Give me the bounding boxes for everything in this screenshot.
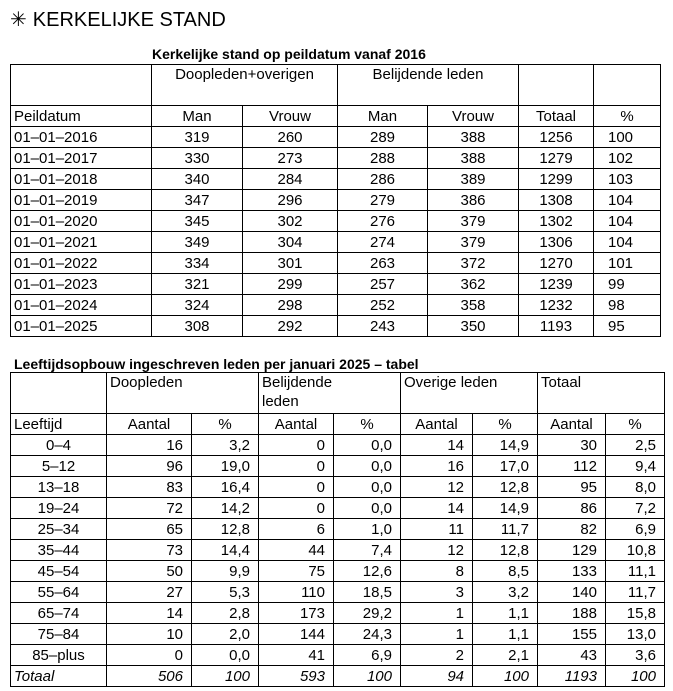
- table1-cell: 379: [428, 232, 519, 253]
- table1-cell: 358: [428, 295, 519, 316]
- table1-cell: 104: [594, 232, 661, 253]
- table2-column-header-row: [11, 414, 665, 435]
- table2-cell: 14,9: [473, 435, 538, 456]
- table1-empty-cell: [594, 65, 661, 106]
- table2-cell: 82: [538, 519, 606, 540]
- table2-cell: 0,0: [334, 456, 401, 477]
- table2-cell: 1193: [538, 666, 606, 687]
- table2-row: [11, 624, 665, 645]
- table1-cell: 288: [338, 148, 428, 169]
- table1-cell: 1239: [519, 274, 594, 295]
- table1-cell: 98: [594, 295, 661, 316]
- table1-row: [11, 253, 661, 274]
- table2-cell: 7,4: [334, 540, 401, 561]
- table2-row: [11, 603, 665, 624]
- table2-cell: 9,4: [606, 456, 665, 477]
- table1-cell: 308: [152, 316, 243, 337]
- table2-cell: 1: [401, 603, 473, 624]
- table2-row: [11, 645, 665, 666]
- table1-cell: 99: [594, 274, 661, 295]
- table2-row: [11, 498, 665, 519]
- page-title-text: KERKELIJKE STAND: [32, 9, 226, 31]
- table2-group-header: Doopleden: [107, 373, 259, 414]
- table2-cell: 95: [538, 477, 606, 498]
- table2-cell: 8,5: [473, 561, 538, 582]
- table2-cell: 1,1: [473, 603, 538, 624]
- table1-cell: 273: [243, 148, 338, 169]
- table2-cell: 188: [538, 603, 606, 624]
- table2-cell: 5–12: [11, 456, 107, 477]
- table2-empty-cell: [11, 373, 107, 414]
- table2-row: [11, 435, 665, 456]
- table2-cell: 2,1: [473, 645, 538, 666]
- table1-row: [11, 169, 661, 190]
- table2-cell: 72: [107, 498, 192, 519]
- table2-cell: 0: [259, 498, 334, 519]
- table2-cell: 6: [259, 519, 334, 540]
- membership-table: [10, 64, 661, 337]
- table2-cell: 30: [538, 435, 606, 456]
- table1-cell: 1193: [519, 316, 594, 337]
- table2-cell: 100: [606, 666, 665, 687]
- table2-cell: 2,5: [606, 435, 665, 456]
- table2-column-header: %: [473, 414, 538, 435]
- table1-cell: 101: [594, 253, 661, 274]
- table2-cell: 12,6: [334, 561, 401, 582]
- table2-cell: 19–24: [11, 498, 107, 519]
- table1-column-header: Totaal: [519, 106, 594, 127]
- table2-cell: 16: [107, 435, 192, 456]
- asterisk-icon: ✳: [10, 9, 27, 31]
- table1-cell: 1302: [519, 211, 594, 232]
- table2-cell: 2,8: [192, 603, 259, 624]
- table1-cell: 301: [243, 253, 338, 274]
- table1-cell: 100: [594, 127, 661, 148]
- table2-cell: 3,2: [473, 582, 538, 603]
- table2-cell: 173: [259, 603, 334, 624]
- table1-cell: 104: [594, 190, 661, 211]
- table1-cell: 1256: [519, 127, 594, 148]
- table1-cell: 286: [338, 169, 428, 190]
- table2-column-header: Aantal: [401, 414, 473, 435]
- table2-row: [11, 519, 665, 540]
- table2-cell: 65: [107, 519, 192, 540]
- table1-cell: 260: [243, 127, 338, 148]
- table2-cell: 16,4: [192, 477, 259, 498]
- table2-cell: 0: [107, 645, 192, 666]
- table1-cell: 257: [338, 274, 428, 295]
- table2-cell: 18,5: [334, 582, 401, 603]
- table1-column-header: Vrouw: [243, 106, 338, 127]
- table1-cell: 274: [338, 232, 428, 253]
- table2-cell: 45–54: [11, 561, 107, 582]
- table1-column-header: Peildatum: [11, 106, 152, 127]
- table1-cell: 243: [338, 316, 428, 337]
- table2-cell: 75: [259, 561, 334, 582]
- table1-row: [11, 127, 661, 148]
- table1-cell: 334: [152, 253, 243, 274]
- table1-row: [11, 232, 661, 253]
- table2-cell: 0: [259, 435, 334, 456]
- table2-cell: 1,1: [473, 624, 538, 645]
- table1-cell: 388: [428, 127, 519, 148]
- table1-cell: 292: [243, 316, 338, 337]
- table2-cell: 10: [107, 624, 192, 645]
- table2-group-header-line: leden: [262, 393, 299, 410]
- table1-cell: 319: [152, 127, 243, 148]
- table2-cell: 16: [401, 456, 473, 477]
- table2-cell: 11: [401, 519, 473, 540]
- table2-cell: 0,0: [334, 435, 401, 456]
- table2-cell: 17,0: [473, 456, 538, 477]
- table1-cell: 388: [428, 148, 519, 169]
- table2-cell: 2: [401, 645, 473, 666]
- table1-cell: 340: [152, 169, 243, 190]
- table2-cell: 94: [401, 666, 473, 687]
- table2-cell: 14,9: [473, 498, 538, 519]
- table1-cell: 1306: [519, 232, 594, 253]
- table2-cell: 55–64: [11, 582, 107, 603]
- table1-cell: 1279: [519, 148, 594, 169]
- table2-cell: 41: [259, 645, 334, 666]
- table2-cell: 12,8: [473, 540, 538, 561]
- table1-cell: 102: [594, 148, 661, 169]
- table1-cell: 289: [338, 127, 428, 148]
- table2-row: [11, 477, 665, 498]
- table2-column-header: %: [606, 414, 665, 435]
- table1-cell: 01–01–2023: [11, 274, 152, 295]
- table2-cell: 86: [538, 498, 606, 519]
- table1-cell: 01–01–2020: [11, 211, 152, 232]
- table1-group-header: Belijdende leden: [338, 65, 519, 106]
- table2-cell: 100: [473, 666, 538, 687]
- table1-cell: 104: [594, 211, 661, 232]
- table2-group-header: [259, 373, 401, 414]
- table2-cell: Totaal: [11, 666, 107, 687]
- table2-cell: 593: [259, 666, 334, 687]
- table2-cell: 6,9: [606, 519, 665, 540]
- page-title: [10, 7, 226, 32]
- table1-cell: 347: [152, 190, 243, 211]
- table2-cell: 13–18: [11, 477, 107, 498]
- table2-cell: 25–34: [11, 519, 107, 540]
- table1-cell: 304: [243, 232, 338, 253]
- table2-cell: 43: [538, 645, 606, 666]
- table1-cell: 01–01–2025: [11, 316, 152, 337]
- table2-group-header-line: Belijdende: [262, 374, 333, 391]
- table1-caption: Kerkelijke stand op peildatum vanaf 2016: [152, 46, 426, 62]
- table1-cell: 321: [152, 274, 243, 295]
- table1-cell: 01–01–2024: [11, 295, 152, 316]
- table1-group-header-row: [11, 65, 661, 106]
- table2-column-header: Leeftijd: [11, 414, 107, 435]
- table1-cell: 1270: [519, 253, 594, 274]
- table2-column-header: Aantal: [259, 414, 334, 435]
- table2-cell: 155: [538, 624, 606, 645]
- table2-row: [11, 540, 665, 561]
- table2-cell: 9,9: [192, 561, 259, 582]
- table1-empty-cell: [11, 65, 152, 106]
- table2-cell: 35–44: [11, 540, 107, 561]
- table2-group-header: Totaal: [538, 373, 665, 414]
- table1-row: [11, 211, 661, 232]
- table2-row: [11, 561, 665, 582]
- table2-cell: 50: [107, 561, 192, 582]
- table1-row: [11, 295, 661, 316]
- table2-cell: 14,4: [192, 540, 259, 561]
- table2-cell: 100: [192, 666, 259, 687]
- table2-cell: 0: [259, 477, 334, 498]
- table2-cell: 14: [107, 603, 192, 624]
- table1-cell: 284: [243, 169, 338, 190]
- table1-row: [11, 190, 661, 211]
- table1-cell: 298: [243, 295, 338, 316]
- table2-total-row: [11, 666, 665, 687]
- table2-cell: 3,2: [192, 435, 259, 456]
- table1-cell: 386: [428, 190, 519, 211]
- table1-row: [11, 316, 661, 337]
- table1-row: [11, 274, 661, 295]
- table2-row: [11, 456, 665, 477]
- table1-cell: 01–01–2017: [11, 148, 152, 169]
- table2-cell: 0,0: [192, 645, 259, 666]
- table2-cell: 8,0: [606, 477, 665, 498]
- table2-cell: 140: [538, 582, 606, 603]
- table2-cell: 0,0: [334, 477, 401, 498]
- table2-cell: 11,1: [606, 561, 665, 582]
- table1-cell: 95: [594, 316, 661, 337]
- table2-cell: 129: [538, 540, 606, 561]
- table2-cell: 29,2: [334, 603, 401, 624]
- table1-column-header: Man: [152, 106, 243, 127]
- table1-cell: 345: [152, 211, 243, 232]
- table2-cell: 14: [401, 435, 473, 456]
- table1-column-header: Man: [338, 106, 428, 127]
- table2-cell: 65–74: [11, 603, 107, 624]
- table1-cell: 252: [338, 295, 428, 316]
- table2-cell: 1: [401, 624, 473, 645]
- table2-column-header: %: [334, 414, 401, 435]
- table2-row: [11, 582, 665, 603]
- table2-cell: 10,8: [606, 540, 665, 561]
- table2-cell: 19,0: [192, 456, 259, 477]
- table2-cell: 0: [259, 456, 334, 477]
- table2-cell: 24,3: [334, 624, 401, 645]
- table1-cell: 1299: [519, 169, 594, 190]
- table2-group-header: Overige leden: [401, 373, 538, 414]
- table2-cell: 85–plus: [11, 645, 107, 666]
- table1-cell: 350: [428, 316, 519, 337]
- table2-cell: 2,0: [192, 624, 259, 645]
- table1-cell: 01–01–2021: [11, 232, 152, 253]
- table2-cell: 112: [538, 456, 606, 477]
- table1-cell: 362: [428, 274, 519, 295]
- table1-cell: 372: [428, 253, 519, 274]
- table1-column-header: %: [594, 106, 661, 127]
- table1-cell: 379: [428, 211, 519, 232]
- table2-cell: 110: [259, 582, 334, 603]
- table2-cell: 8: [401, 561, 473, 582]
- table2-cell: 14: [401, 498, 473, 519]
- table1-cell: 324: [152, 295, 243, 316]
- table2-cell: 11,7: [606, 582, 665, 603]
- table2-cell: 7,2: [606, 498, 665, 519]
- table1-cell: 276: [338, 211, 428, 232]
- table1-cell: 1308: [519, 190, 594, 211]
- table1-cell: 279: [338, 190, 428, 211]
- table2-cell: 3,6: [606, 645, 665, 666]
- table2-cell: 144: [259, 624, 334, 645]
- table2-cell: 12: [401, 540, 473, 561]
- table2-cell: 133: [538, 561, 606, 582]
- table2-cell: 44: [259, 540, 334, 561]
- table2-column-header: Aantal: [538, 414, 606, 435]
- table2-cell: 11,7: [473, 519, 538, 540]
- table2-cell: 27: [107, 582, 192, 603]
- table1-cell: 302: [243, 211, 338, 232]
- table1-cell: 389: [428, 169, 519, 190]
- table2-cell: 14,2: [192, 498, 259, 519]
- table1-cell: 01–01–2016: [11, 127, 152, 148]
- table2-cell: 83: [107, 477, 192, 498]
- table2-cell: 6,9: [334, 645, 401, 666]
- table1-cell: 1232: [519, 295, 594, 316]
- table2-cell: 0,0: [334, 498, 401, 519]
- table2-caption: Leeftijdsopbouw ingeschreven leden per januari 2025 – tabel: [14, 356, 419, 372]
- table1-cell: 103: [594, 169, 661, 190]
- table1-cell: 296: [243, 190, 338, 211]
- table1-empty-cell: [519, 65, 594, 106]
- table2-column-header: %: [192, 414, 259, 435]
- table2-cell: 5,3: [192, 582, 259, 603]
- table2-cell: 75–84: [11, 624, 107, 645]
- table2-cell: 96: [107, 456, 192, 477]
- table1-cell: 263: [338, 253, 428, 274]
- table1-row: [11, 148, 661, 169]
- table2-cell: 3: [401, 582, 473, 603]
- table1-column-header: Vrouw: [428, 106, 519, 127]
- table1-group-header: Doopleden+overigen: [152, 65, 338, 106]
- table2-cell: 12,8: [192, 519, 259, 540]
- table1-cell: 01–01–2018: [11, 169, 152, 190]
- table1-cell: 01–01–2022: [11, 253, 152, 274]
- table2-cell: 12: [401, 477, 473, 498]
- table2-cell: 1,0: [334, 519, 401, 540]
- table2-cell: 13,0: [606, 624, 665, 645]
- table2-column-header: Aantal: [107, 414, 192, 435]
- age-table: [10, 372, 665, 687]
- table2-cell: 15,8: [606, 603, 665, 624]
- table1-column-header-row: [11, 106, 661, 127]
- table1-cell: 330: [152, 148, 243, 169]
- table2-cell: 73: [107, 540, 192, 561]
- table2-cell: 12,8: [473, 477, 538, 498]
- table1-cell: 349: [152, 232, 243, 253]
- table1-cell: 299: [243, 274, 338, 295]
- table1-cell: 01–01–2019: [11, 190, 152, 211]
- table2-cell: 100: [334, 666, 401, 687]
- table2-cell: 506: [107, 666, 192, 687]
- table2-cell: 0–4: [11, 435, 107, 456]
- table2-group-header-row: [11, 373, 665, 414]
